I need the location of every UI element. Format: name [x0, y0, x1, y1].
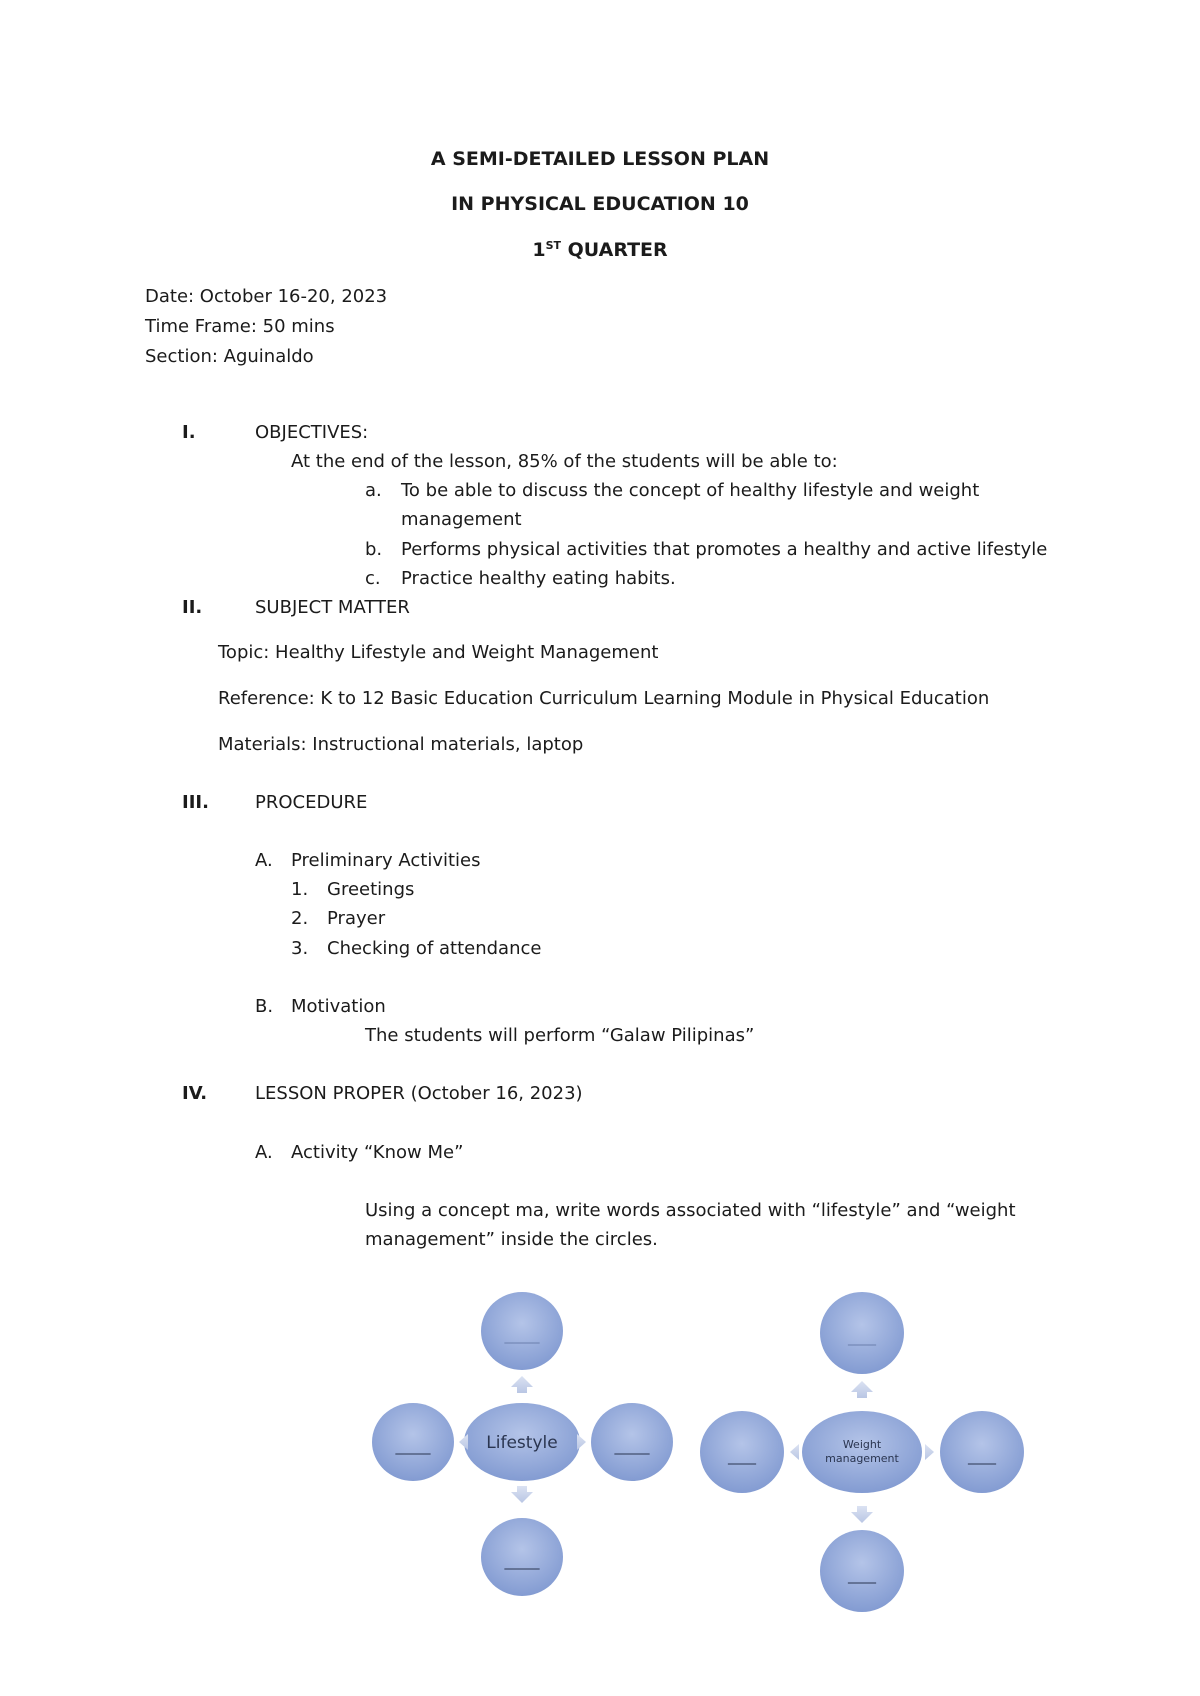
objective-b: Performs physical activities that promotes a healthy and active lifestyle — [401, 539, 1048, 560]
objective-a-line1: To be able to discuss the concept of healthy lifestyle and weight — [401, 480, 980, 501]
arrow-down-icon — [851, 1506, 873, 1523]
objective-marker-a: a. — [365, 480, 382, 501]
blank-right: _____ — [614, 1439, 650, 1455]
blank-top: ____ — [848, 1330, 876, 1346]
arrow-right-icon — [925, 1444, 934, 1460]
objective-a-line2: management — [401, 509, 522, 530]
blank-bottom: ____ — [848, 1568, 876, 1584]
preliminary-marker: A. — [255, 850, 273, 871]
title-line-1: A SEMI-DETAILED LESSON PLAN — [430, 148, 770, 170]
concept-map-lifestyle — [372, 1292, 673, 1596]
title-line-2: IN PHYSICAL EDUCATION 10 — [451, 193, 749, 215]
quarter-number: 1 — [532, 239, 546, 261]
subject-matter-numeral: II. — [182, 597, 203, 618]
arrow-up-icon — [511, 1376, 533, 1393]
blank-left: _____ — [395, 1439, 431, 1455]
activity-instruction-line1: Using a concept ma, write words associated with “lifestyle” and “weight — [365, 1200, 1016, 1221]
motivation-label: Motivation — [291, 996, 386, 1017]
preliminary-marker-2: 2. — [291, 908, 309, 929]
center-label-line2: management — [825, 1452, 899, 1465]
objectives-numeral: I. — [182, 422, 196, 443]
preliminary-item-attendance: Checking of attendance — [327, 938, 542, 959]
preliminary-item-prayer: Prayer — [327, 908, 386, 929]
center-label-lifestyle: Lifestyle — [486, 1433, 558, 1453]
time-frame-line: Time Frame: 50 mins — [145, 316, 335, 337]
blank-top: _____ — [504, 1328, 540, 1344]
procedure-numeral: III. — [182, 792, 209, 813]
objective-c: Practice healthy eating habits. — [401, 568, 676, 589]
preliminary-item-greetings: Greetings — [327, 879, 415, 900]
topic-line: Topic: Healthy Lifestyle and Weight Management — [218, 642, 659, 663]
date-line: Date: October 16-20, 2023 — [145, 286, 388, 307]
motivation-text: The students will perform “Galaw Pilipinas” — [365, 1025, 755, 1046]
activity-marker: A. — [255, 1142, 273, 1163]
activity-label: Activity “Know Me” — [291, 1142, 464, 1163]
center-label-line1: Weight — [842, 1438, 882, 1451]
section-line: Section: Aguinaldo — [145, 346, 314, 367]
concept-map-weight-management — [700, 1292, 1024, 1612]
preliminary-marker-1: 1. — [291, 879, 309, 900]
objectives-intro: At the end of the lesson, 85% of the students will be able to: — [291, 451, 838, 472]
objectives-heading: OBJECTIVES: — [255, 422, 369, 443]
materials-line: Materials: Instructional materials, laptop — [218, 734, 584, 755]
blank-bottom: _____ — [504, 1554, 540, 1570]
preliminary-label: Preliminary Activities — [291, 850, 481, 871]
arrow-down-icon — [511, 1486, 533, 1503]
reference-line: Reference: K to 12 Basic Education Curriculum Learning Module in Physical Education — [218, 688, 990, 709]
lesson-proper-heading: LESSON PROPER (October 16, 2023) — [255, 1083, 583, 1104]
objective-marker-c: c. — [365, 568, 381, 589]
quarter-label: QUARTER — [561, 239, 668, 261]
arrow-left-icon — [459, 1434, 468, 1450]
blank-right: ____ — [968, 1449, 996, 1465]
motivation-marker: B. — [255, 996, 274, 1017]
arrow-up-icon — [851, 1381, 873, 1398]
activity-instruction-line2: management” inside the circles. — [365, 1229, 658, 1250]
procedure-heading: PROCEDURE — [255, 792, 368, 813]
lesson-proper-numeral: IV. — [182, 1083, 208, 1104]
objective-marker-b: b. — [365, 539, 383, 560]
arrow-left-icon — [790, 1444, 799, 1460]
preliminary-marker-3: 3. — [291, 938, 309, 959]
quarter-superscript: ST — [545, 239, 561, 252]
subject-matter-heading: SUBJECT MATTER — [255, 597, 410, 618]
blank-left: ____ — [728, 1449, 756, 1465]
arrow-right-icon — [577, 1434, 586, 1450]
